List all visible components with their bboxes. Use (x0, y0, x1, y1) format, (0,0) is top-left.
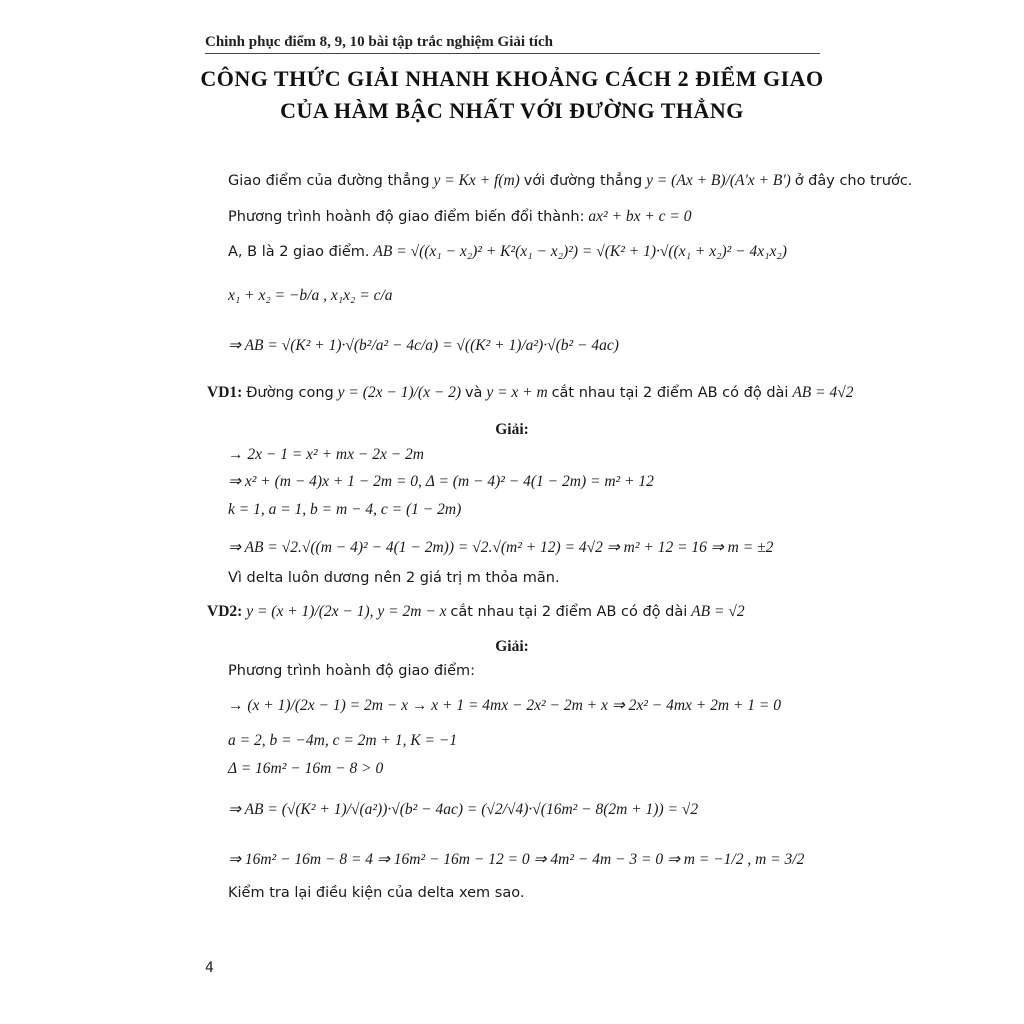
intro-text: với đường thẳng (523, 173, 643, 189)
formula: AB = 4√2 (792, 384, 854, 401)
intro-line-5 (228, 336, 619, 355)
vd2-label: VD2: (207, 603, 243, 620)
vd1-text: cắt nhau tại 2 điểm AB có độ dài (551, 385, 789, 401)
vd1-label: VD1: (207, 384, 243, 401)
vd2-conclusion: Kiểm tra lại điều kiện của delta xem sao. (228, 885, 525, 901)
formula: y = Kx + f(m) (433, 172, 520, 189)
vd1-text: và (464, 385, 483, 401)
vd1-step: ⇒ x² + (m − 4)x + 1 − 2m = 0, Δ = (m − 4)² − 4(1 − 2m) = m² + 12 (228, 473, 654, 490)
formula: AB = √2 (691, 603, 745, 620)
vd1-step: → 2x − 1 = x² + mx − 2x − 2m (228, 446, 424, 463)
vd1-step: ⇒ AB = √2.√((m − 4)² − 4(1 − 2m)) = √2.√(m² + 12) = 4√2 ⇒ m² + 12 = 16 ⇒ m = ±2 (228, 539, 774, 556)
intro-line-2 (228, 208, 692, 226)
formula: AB = √((x₁ − x₂)² + K²(x₁ − x₂)²) = √(K² + 1)·√((x₁ + x₂)² − 4x₁x₂) (373, 243, 787, 260)
intro-text: A, B là 2 giao điểm. (228, 244, 370, 260)
formula: y = x + m (486, 384, 548, 401)
vd2-intro-text: Phương trình hoành độ giao điểm: (228, 663, 476, 679)
vd2-step: a = 2, b = −4m, c = 2m + 1, K = −1 (228, 732, 458, 749)
vd1-conclusion: Vì delta luôn dương nên 2 giá trị m thỏa mãn. (228, 570, 560, 586)
intro-line-1 (228, 172, 912, 190)
vd2-text: cắt nhau tại 2 điểm AB có độ dài (450, 604, 688, 620)
vd2-step: ⇒ 16m² − 16m − 8 = 4 ⇒ 16m² − 16m − 12 = 0 ⇒ 4m² − 4m − 3 = 0 ⇒ m = −1/2 , m = 3/2 (228, 851, 805, 868)
formula: y = (Ax + B)/(A'x + B') (646, 172, 791, 189)
vd2-solution-heading: Giải: (495, 638, 529, 655)
vd1-solution-heading: Giải: (495, 421, 529, 438)
formula: ⇒ AB = √(K² + 1)·√(b²/a² − 4c/a) = √((K² + 1)/a²)·√(b² − 4ac) (228, 337, 619, 354)
page-title-line-2: CỦA HÀM BẬC NHẤT VỚI ĐƯỜNG THẲNG (280, 98, 744, 123)
formula: x₁ + x₂ = −b/a , x₁x₂ = c/a (228, 287, 393, 304)
formula: ax² + bx + c = 0 (588, 208, 692, 225)
intro-line-3 (228, 243, 787, 261)
vd2-step: ⇒ AB = (√(K² + 1)/√(a²))·√(b² − 4ac) = (√2/√4)·√(16m² − 8(2m + 1)) = √2 (228, 801, 699, 818)
vd2-statement (207, 603, 745, 621)
vd2-step: → (x + 1)/(2x − 1) = 2m − x → x + 1 = 4mx − 2x² − 2m + x ⇒ 2x² − 4mx + 2m + 1 = 0 (228, 697, 781, 714)
page-title-line-1: CÔNG THỨC GIẢI NHANH KHOẢNG CÁCH 2 ĐIỂM GIAO (200, 66, 824, 91)
vd1-text: Đường cong (246, 385, 334, 401)
vd1-step: k = 1, a = 1, b = m − 4, c = (1 − 2m) (228, 501, 462, 518)
formula: y = (x + 1)/(2x − 1), y = 2m − x (246, 603, 447, 620)
vd1-statement (207, 384, 853, 402)
running-header: Chinh phục điểm 8, 9, 10 bài tập trắc nghiệm Giải tích (205, 34, 820, 54)
page-number: 4 (205, 960, 214, 976)
intro-text: ở đây cho trước. (794, 173, 913, 189)
intro-line-4 (228, 287, 393, 305)
formula: y = (2x − 1)/(x − 2) (337, 384, 462, 401)
vd2-step: Δ = 16m² − 16m − 8 > 0 (228, 760, 384, 777)
intro-text: Giao điểm của đường thẳng (228, 173, 430, 189)
intro-text: Phương trình hoành độ giao điểm biến đổi thành: (228, 209, 585, 225)
